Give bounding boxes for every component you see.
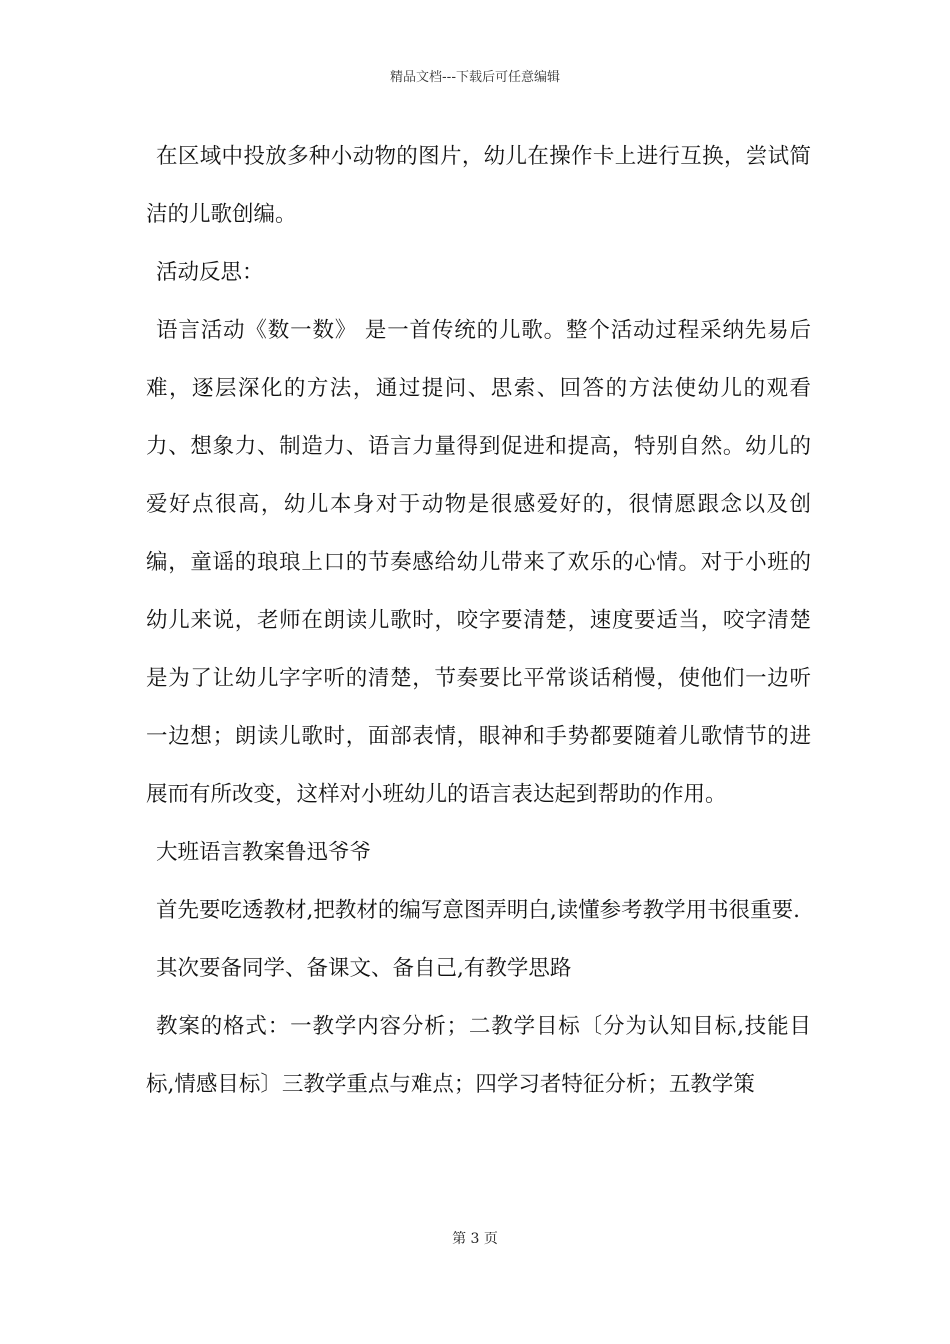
paragraph-2: 活动反思： (156, 260, 264, 285)
paragraph-7: 教案的格式：一教学内容分析；二教学目标〔分为认知目标,技能目标,情感目标〕三教学重点与难点；四学习者特征分析；五教学策 (146, 1014, 811, 1097)
paragraph-5: 首先要吃透教材,把教材的编写意图弄明白,读懂参考教学用书很重要. (156, 898, 801, 923)
document-body (146, 128, 811, 1114)
paragraph-6: 其次要备同学、备课文、备自己,有教学思路 (156, 956, 572, 981)
page-header: 精品文档---下载后可任意编辑 (389, 70, 561, 85)
paragraph-3: 语言活动《数一数》 是一首传统的儿歌。整个活动过程采纳先易后难，逐层深化的方法，通过提问、思索、回答的方法使幼儿的观看力、想象力、制造力、语言力量得到促进和提高，特别自然。幼儿的爱好点很高，幼儿本身对于动物是很感爱好的，很情愿跟念以及创编，童谣的琅琅上口的节奏感给幼儿带来了欢乐的心情。对于小班的幼儿来说，老师在朗读儿歌时，咬字要清楚，速度要适当，咬字清楚是为了让幼儿字字听的清楚，节奏要比平常谈话稍慢，使他们一边听一边想；朗读儿歌时，面部表情，眼神和手势都要随着儿歌情节的进展而有所改变，这样对小班幼儿的语言表达起到帮助的作用。 (146, 318, 811, 807)
paragraph-1: 在区域中投放多种小动物的图片，幼儿在操作卡上进行互换，尝试简洁的儿歌创编。 (146, 144, 811, 227)
paragraph-4: 大班语言教案鲁迅爷爷 (156, 840, 372, 865)
page-number: 第 3 页 (452, 1231, 498, 1247)
